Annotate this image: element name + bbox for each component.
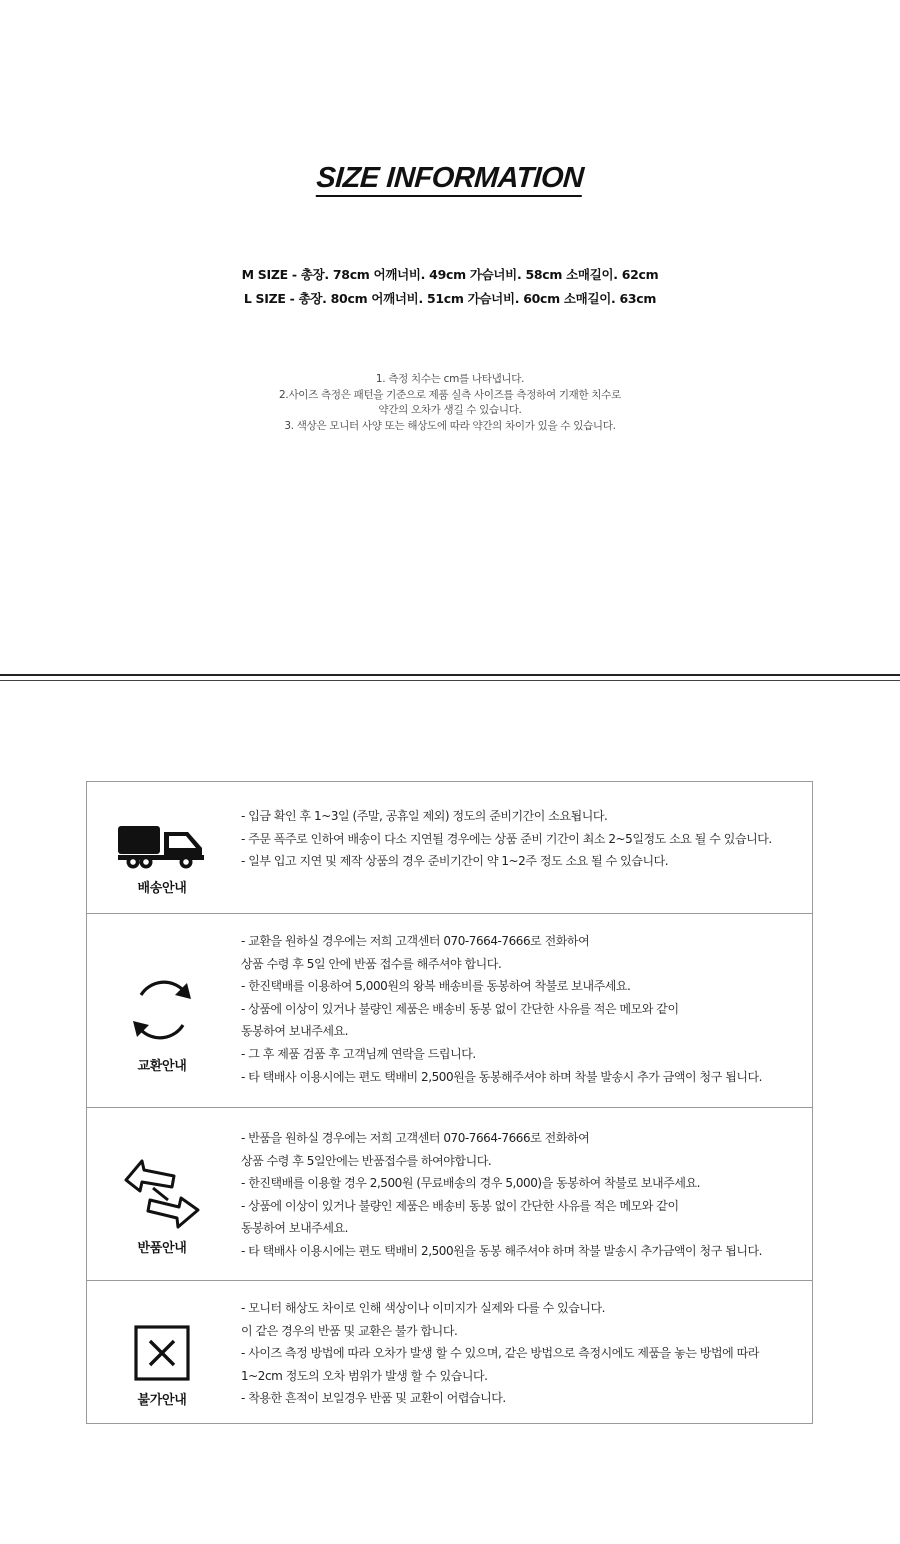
- guide-line: - 모니터 해상도 차이로 인해 색상이나 이미지가 실제와 다를 수 있습니다.: [241, 1301, 606, 1315]
- guide-icon-cell: [87, 1108, 237, 1281]
- guide-label-return: 반품안내: [137, 1241, 187, 1256]
- section-divider: [0, 680, 900, 681]
- guide-line: - 입금 확인 후 1~3일 (주말, 공휴일 제외) 정도의 준비기간이 소요됩니다.: [241, 809, 608, 823]
- guide-line: 이 같은 경우의 반품 및 교환은 불가 합니다.: [241, 1323, 458, 1338]
- guide-line: - 사이즈 측정 방법에 따라 오차가 발생 할 수 있으며, 같은 방법으로 측정시에도 제품을 놓는 방법에 따라: [241, 1346, 759, 1361]
- guide-line: 동봉하여 보내주세요.: [241, 1024, 349, 1039]
- size-information-title-text: SIZE INFORMATION: [315, 162, 584, 197]
- guide-row-delivery: [87, 782, 812, 913]
- guide-line: 상품 수령 후 5일안에는 반품접수를 하여야합니다.: [241, 1153, 492, 1168]
- guide-line: - 타 택배사 이용시에는 편도 택배비 2,500원을 동봉해주셔야 하며 착불 발송시 추가 금액이 청구 됩니다.: [241, 1069, 762, 1084]
- guide-text-unavailable: [241, 1297, 802, 1410]
- guide-line: - 착용한 흔적이 보일경우 반품 및 교환이 어렵습니다.: [241, 1391, 506, 1406]
- guide-line: - 한진택배를 이용하여 5,000원의 왕복 배송비를 동봉하여 착불로 보내주세요.: [241, 979, 631, 994]
- truck-icon: [87, 822, 237, 874]
- shipping-guide-table: [86, 781, 813, 1424]
- size-note: 1. 측정 치수는 cm를 나타냅니다.: [375, 373, 525, 385]
- guide-line: 동봉하여 보내주세요.: [241, 1221, 349, 1236]
- size-line-m: M SIZE - 총장. 78cm 어깨너비. 49cm 가슴너비. 58cm 소매길이. 62cm: [241, 267, 659, 282]
- guide-label-delivery: 배송안내: [137, 881, 187, 896]
- guide-line: 상품 수령 후 5일 안에 반품 접수를 해주셔야 합니다.: [241, 956, 502, 971]
- guide-line: - 타 택배사 이용시에는 편도 택배비 2,500원을 동봉 해주셔야 하며 착불 발송시 추가금액이 청구 됩니다.: [241, 1243, 762, 1258]
- guide-text-return: [241, 1127, 802, 1263]
- x-box-icon: [87, 1325, 237, 1385]
- size-note: 3. 색상은 모니터 사양 또는 해상도에 따라 약간의 차이가 있을 수 있습니다.: [284, 419, 616, 432]
- size-notes: [0, 372, 900, 434]
- guide-row-unavailable: [87, 1280, 812, 1424]
- guide-row-return: [87, 1107, 812, 1281]
- refresh-cycle-icon: [87, 973, 237, 1051]
- guide-line: - 일부 입고 지연 및 제작 상품의 경우 준비기간이 약 1~2주 정도 소요 될 수 있습니다.: [241, 854, 669, 869]
- guide-label-exchange: 교환안내: [137, 1059, 187, 1074]
- return-arrows-icon: [87, 1156, 237, 1236]
- guide-line: - 상품에 이상이 있거나 불량인 제품은 배송비 동봉 없이 간단한 사유를 적은 메모와 같이: [241, 1198, 679, 1213]
- guide-line: - 상품에 이상이 있거나 불량인 제품은 배송비 동봉 없이 간단한 사유를 적은 메모와 같이: [241, 1001, 679, 1016]
- guide-row-exchange: [87, 913, 812, 1108]
- guide-line: 1~2cm 정도의 오차 범위가 발생 할 수 있습니다.: [241, 1368, 488, 1383]
- guide-icon-cell: [87, 1281, 237, 1424]
- guide-line: - 반품을 원하실 경우에는 저희 고객센터 070-7664-7666로 전화하여: [241, 1131, 590, 1145]
- guide-label-unavailable: 불가안내: [137, 1393, 187, 1408]
- guide-icon-cell: [87, 914, 237, 1108]
- guide-text-exchange: [241, 930, 802, 1088]
- size-line-l: L SIZE - 총장. 80cm 어깨너비. 51cm 가슴너비. 60cm 소매길이. 63cm: [243, 291, 657, 306]
- section-divider: [0, 674, 900, 676]
- size-lines: [0, 263, 900, 311]
- guide-line: - 그 후 제품 검품 후 고객님께 연락을 드립니다.: [241, 1046, 476, 1061]
- guide-icon-cell: [87, 782, 237, 913]
- size-note: 약간의 오차가 생길 수 있습니다.: [378, 404, 522, 416]
- guide-line: - 교환을 원하실 경우에는 저희 고객센터 070-7664-7666로 전화하여: [241, 934, 590, 948]
- guide-line: - 주문 폭주로 인하여 배송이 다소 지연될 경우에는 상품 준비 기간이 최소 2~5일정도 소요 될 수 있습니다.: [241, 831, 772, 846]
- guide-line: - 한진택배를 이용할 경우 2,500원 (무료배송의 경우 5,000)을 동봉하여 착불로 보내주세요.: [241, 1176, 700, 1191]
- size-note: 2.사이즈 측정은 패턴을 기준으로 제품 실측 사이즈를 측정하여 기재한 치수로: [279, 388, 621, 401]
- size-information-title: [0, 162, 900, 195]
- guide-text-delivery: [241, 805, 802, 873]
